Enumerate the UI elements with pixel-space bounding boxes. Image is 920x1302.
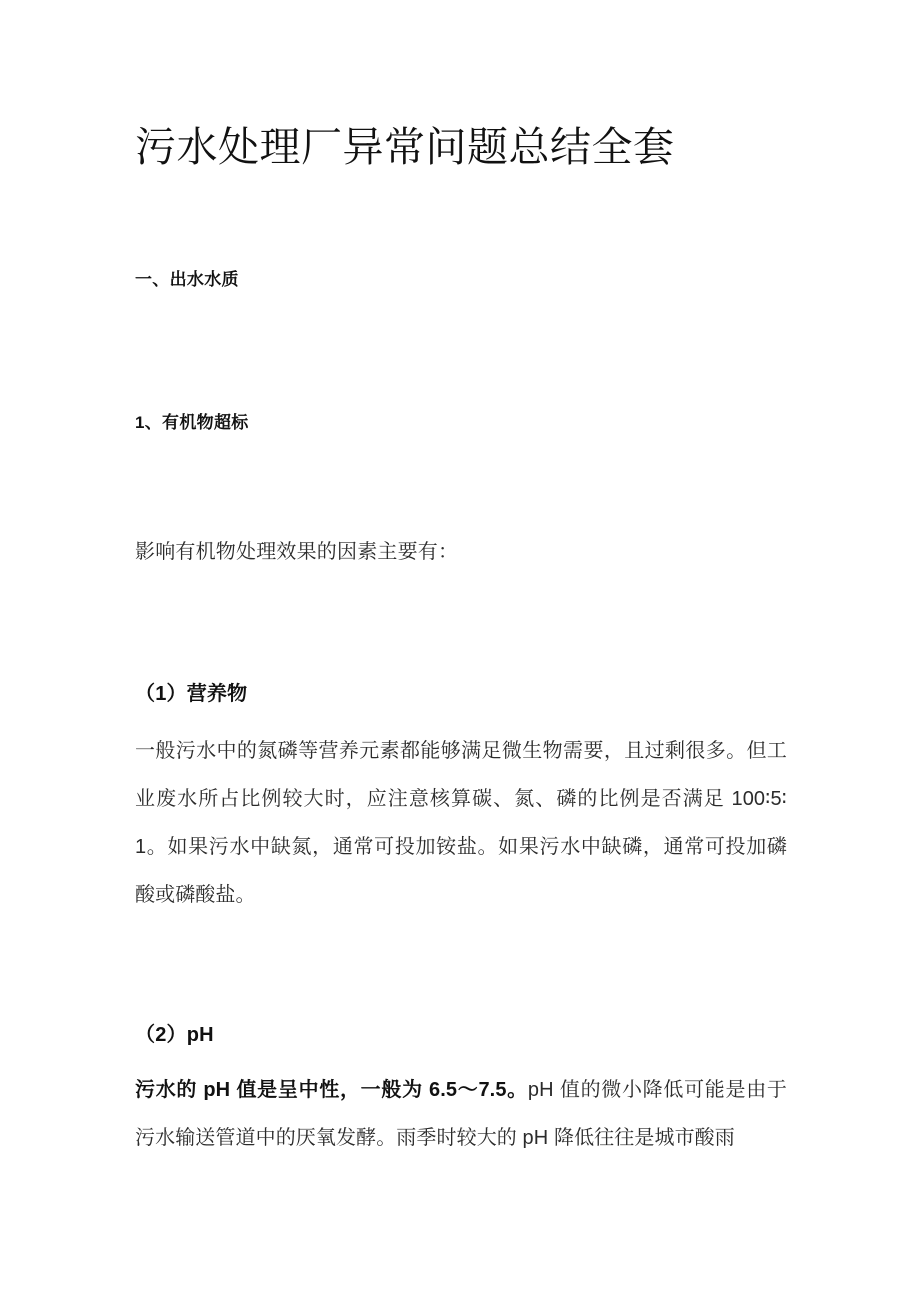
paragraph-nutrient-body: 一般污水中的氮磷等营养元素都能够满足微生物需要，且过剩很多。但工业废水所占比例较大时，应注意核算碳、氮、磷的比例是否满足 100∶5∶1。如果污水中缺氮，通常可投加铵盐。如果污水中缺磷，通常可投加磷酸或磷酸盐。: [135, 740, 787, 907]
paragraph-ph-body: [135, 1050, 787, 1162]
subheading-ph: （2）pH: [135, 1024, 214, 1047]
page-title: 污水处理厂异常问题总结全套: [135, 124, 675, 170]
paragraph-ph-continuation: pH 值的微小降低可能是由于污水输送管道中的厌氧发酵。雨季时较大的 pH 降低往往是城市酸雨: [135, 1079, 787, 1150]
chapter-heading-water-quality: 一、出水水质: [135, 270, 239, 290]
paragraph-ph-emphasis: 污水的 pH 值是呈中性，一般为 6.5～7.5。: [135, 1079, 528, 1102]
subheading-nutrient: （1）营养物: [135, 683, 248, 706]
intro-paragraph: 影响有机物处理效果的因素主要有：: [135, 541, 459, 564]
document-content-column: [135, 0, 787, 1162]
topic-heading-organic-excess: 1、有机物超标: [135, 412, 249, 432]
